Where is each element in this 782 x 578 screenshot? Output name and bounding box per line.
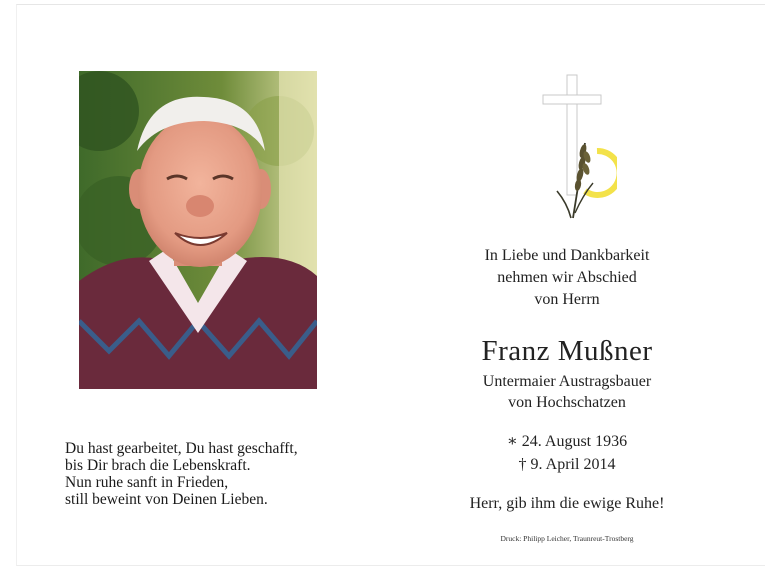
death-date: † 9. April 2014	[518, 456, 616, 473]
portrait-photo	[79, 71, 317, 389]
portrait-image	[79, 71, 317, 389]
poem-line: still beweint von Deinen Lieben.	[65, 491, 268, 508]
intro-line: von Herrn	[534, 291, 600, 308]
cross-with-wheat-and-sun-icon	[527, 73, 617, 223]
title-line: von Hochschatzen	[508, 394, 626, 411]
life-dates	[417, 430, 717, 476]
intro-line: In Liebe und Dankbarkeit	[484, 247, 650, 264]
deceased-name: Franz Mußner	[481, 335, 653, 367]
prayer-line: Herr, gib ihm die ewige Ruhe!	[469, 495, 665, 512]
title-line: Untermaier Austragsbauer	[482, 373, 652, 390]
poem-line: bis Dir brach die Lebenskraft.	[65, 457, 251, 474]
printer-credit: Druck: Philipp Leicher, Traunreut-Trostberg	[500, 534, 634, 543]
poem-line: Du hast gearbeitet, Du hast geschafft,	[65, 440, 298, 457]
farewell-intro	[417, 245, 717, 311]
intro-line: nehmen wir Abschied	[497, 269, 637, 286]
memorial-card	[16, 4, 765, 566]
birth-date: ∗ 24. August 1936	[506, 433, 628, 450]
poem-line: Nun ruhe sanft in Frieden,	[65, 474, 229, 491]
deceased-title	[417, 371, 717, 413]
memorial-poem	[65, 440, 395, 508]
